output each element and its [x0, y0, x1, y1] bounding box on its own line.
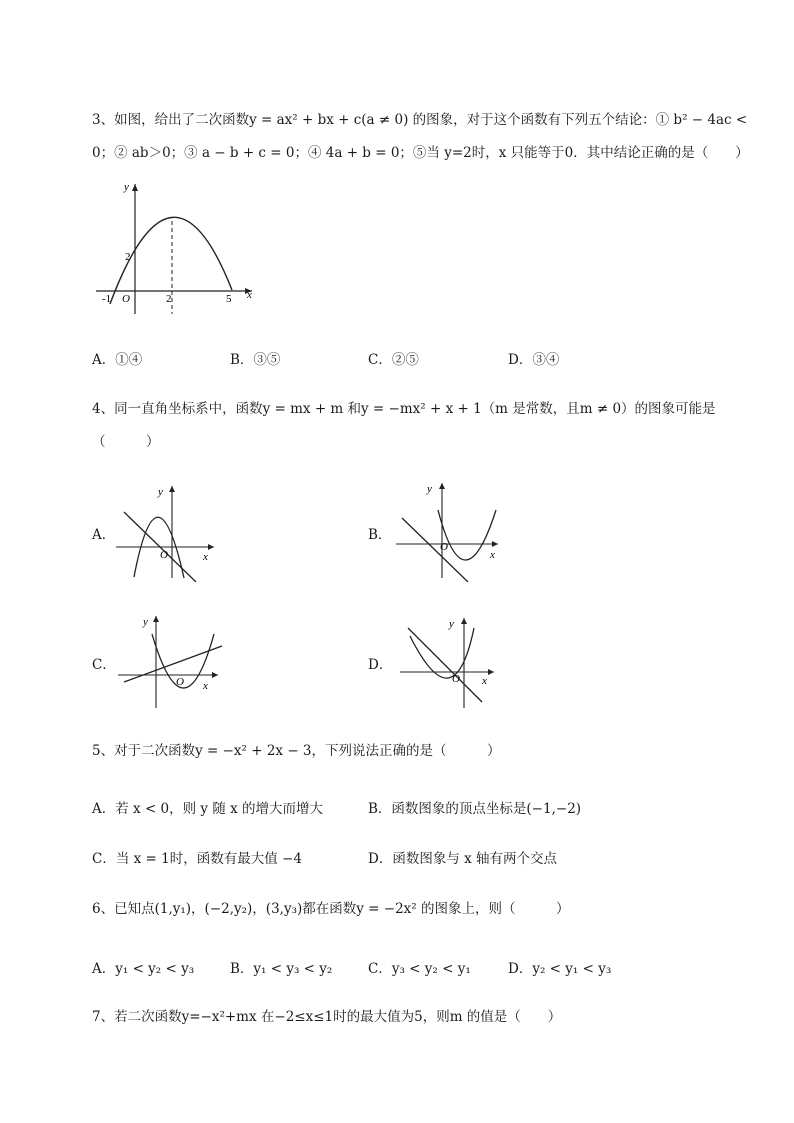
- q3-option-a[interactable]: A．①④: [92, 352, 143, 368]
- q4a-origin-label: O: [160, 549, 168, 561]
- q6-stem: 6、已知点(1,y₁)，(−2,y₂)，(3,y₃)都在函数y = −2x² 的图象上，则（ ）: [92, 901, 570, 917]
- q4c-y-label: y: [143, 616, 148, 628]
- q4c-x-label: x: [203, 680, 208, 692]
- q4a-x-label: x: [203, 551, 208, 563]
- q3-y-axis-label: y: [124, 181, 129, 193]
- q3-stem-line1: 3、如图，给出了二次函数y = ax² + bx + c(a ≠ 0) 的图象，对于这个函数有下列五个结论：① b² − 4ac <: [92, 112, 748, 128]
- q4-option-b-label[interactable]: B．: [368, 527, 392, 543]
- q4-option-a-graph[interactable]: [112, 482, 222, 582]
- q3-tick-neg1: -1: [102, 293, 112, 305]
- q4-option-d-graph[interactable]: [396, 614, 506, 712]
- q5-option-b[interactable]: B．函数图象的顶点坐标是(−1,−2): [368, 801, 582, 817]
- q3-option-b[interactable]: B．③⑤: [230, 352, 281, 368]
- q4b-y-label: y: [427, 483, 432, 495]
- q4d-origin-label: O: [452, 673, 460, 685]
- q4-stem-line2: （ ）: [92, 434, 160, 450]
- q6-option-b[interactable]: B．y₁ < y₃ < y₂: [230, 961, 333, 977]
- q4-option-c-label[interactable]: C．: [92, 657, 116, 673]
- q4b-origin-label: O: [440, 541, 448, 553]
- q3-tick-2x: 2: [166, 293, 172, 305]
- q6-option-a[interactable]: A．y₁ < y₂ < y₃: [92, 961, 195, 977]
- q3-tick-5: 5: [226, 293, 232, 305]
- q6-option-c[interactable]: C．y₃ < y₂ < y₁: [368, 961, 471, 977]
- q7-stem: 7、若二次函数y=−x²+mx 在−2≤x≤1时的最大值为5，则m 的值是（ ）: [92, 1009, 562, 1025]
- q4-option-d-label[interactable]: D．: [368, 657, 393, 673]
- q5-option-c[interactable]: C．当 x = 1时，函数有最大值 −4: [92, 851, 302, 867]
- q5-option-d[interactable]: D．函数图象与 x 轴有两个交点: [368, 851, 558, 867]
- q3-tick-2y: 2: [125, 251, 131, 263]
- q4b-x-label: x: [490, 549, 495, 561]
- q4d-x-label: x: [482, 675, 487, 687]
- q4-option-a-label[interactable]: A．: [92, 527, 116, 543]
- q5-option-a[interactable]: A．若 x < 0，则 y 随 x 的增大而增大: [92, 801, 324, 817]
- q4c-origin-label: O: [176, 676, 184, 688]
- q5-stem: 5、对于二次函数y = −x² + 2x − 3，下列说法正确的是（ ）: [92, 743, 501, 759]
- q3-origin-label: O: [122, 293, 130, 305]
- q3-stem-line2: 0；② ab＞0；③ a − b + c = 0；④ 4a + b = 0；⑤当 y=2时，x 只能等于0．其中结论正确的是（ ）: [92, 145, 749, 161]
- q3-option-c[interactable]: C．②⑤: [368, 352, 419, 368]
- q4a-y-label: y: [158, 486, 163, 498]
- q3-option-d[interactable]: D．③④: [508, 352, 560, 368]
- q6-option-d[interactable]: D．y₂ < y₁ < y₃: [508, 961, 612, 977]
- q4-option-c-graph[interactable]: [114, 612, 229, 712]
- q4-stem-line1: 4、同一直角坐标系中，函数y = mx + m 和y = −mx² + x + 1（m 是常数，且m ≠ 0）的图象可能是: [92, 401, 716, 417]
- q3-x-axis-label: x: [247, 289, 252, 301]
- q4d-y-label: y: [449, 618, 454, 630]
- q3-parabola-graph: [92, 178, 262, 318]
- q4-option-b-graph[interactable]: [392, 478, 512, 582]
